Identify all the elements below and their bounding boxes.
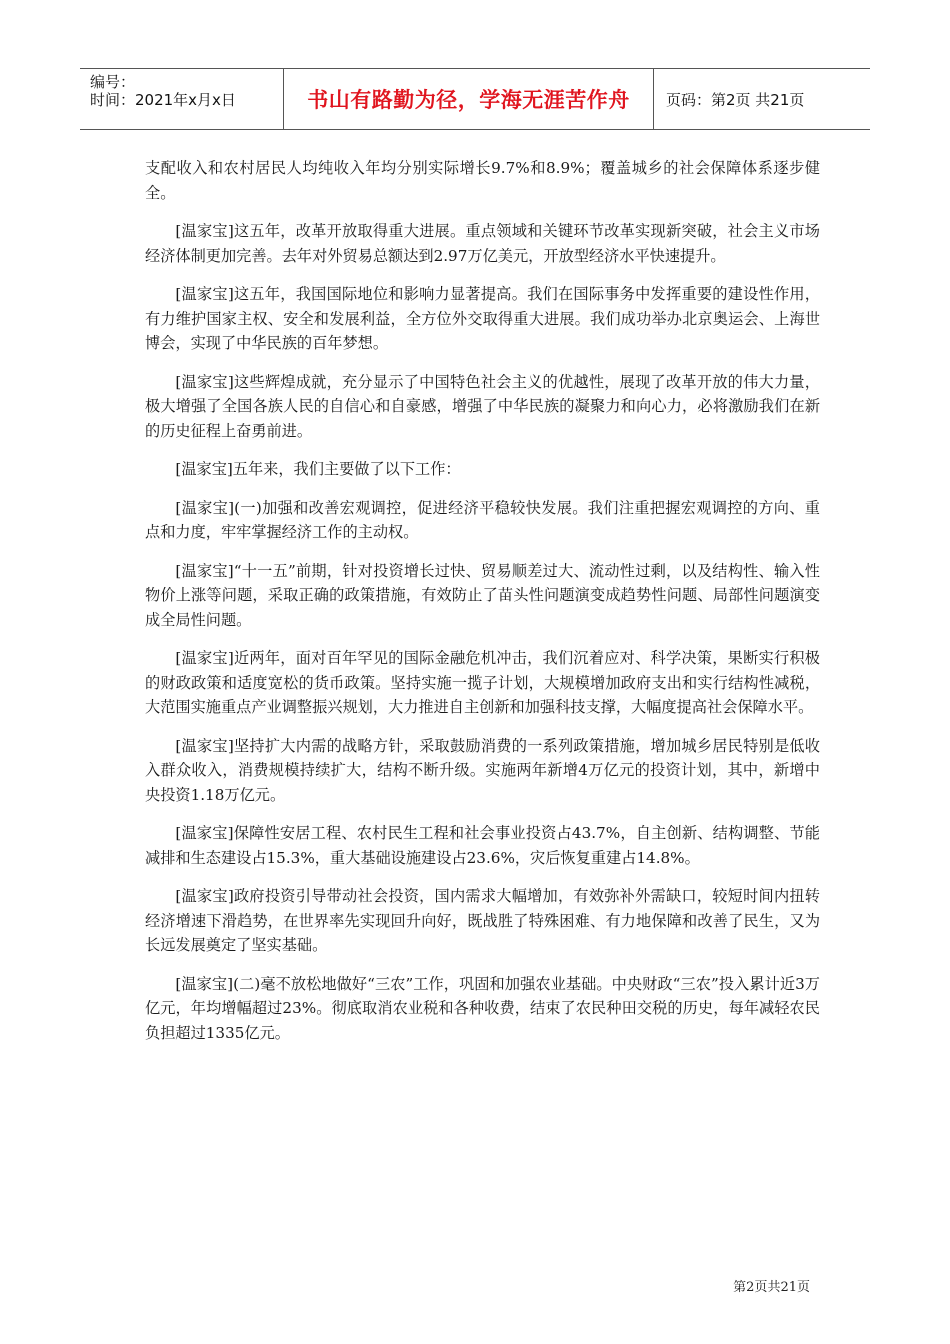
paragraph: [温家宝]保障性安居工程、农村民生工程和社会事业投资占43.7%，自主创新、结构调整、节能减排和生态建设占15.3%，重大基础设施建设占23.6%，灾后恢复重建占14.8%。	[145, 824, 820, 867]
paragraph: [温家宝]坚持扩大内需的战略方针，采取鼓励消费的一系列政策措施，增加城乡居民特别是低收入群众收入，消费规模持续扩大，结构不断升级。实施两年新增4万亿元的投资计划，其中，新增中央投资1.18万亿元。	[145, 736, 820, 804]
header-meta	[80, 69, 283, 129]
paragraph: [温家宝]这五年，改革开放取得重大进展。重点领域和关键环节改革实现新突破，社会主义市场经济体制更加完善。去年对外贸易总额达到2.97万亿美元，开放型经济水平快速提升。	[145, 222, 820, 265]
header-motto: 书山有路勤为径，学海无涯苦作舟	[307, 88, 630, 112]
paragraph: [温家宝]这些辉煌成就，充分显示了中国特色社会主义的优越性，展现了改革开放的伟大力量，极大增强了全国各族人民的自信心和自豪感，增强了中华民族的凝聚力和向心力，必将激励我们在新的历史征程上奋勇前进。	[145, 372, 820, 440]
paragraph: [温家宝]五年来，我们主要做了以下工作：	[175, 460, 461, 478]
paragraph: [温家宝]“十一五”前期，针对投资增长过快、贸易顺差过大、流动性过剩，以及结构性、输入性物价上涨等问题，采取正确的政策措施，有效防止了苗头性问题演变成趋势性问题、局部性问题演变成全局性问题。	[145, 561, 820, 629]
document-body	[145, 156, 820, 1059]
paragraph: [温家宝]这五年，我国国际地位和影响力显著提高。我们在国际事务中发挥重要的建设性作用，有力维护国家主权、安全和发展利益，全方位外交取得重大进展。我们成功举办北京奥运会、上海世博会，实现了中华民族的百年梦想。	[145, 285, 820, 352]
paragraph: [温家宝](二)毫不放松地做好“三农”工作，巩固和加强农业基础。中央财政“三农”投入累计近3万亿元，年均增幅超过23%。彻底取消农业税和各种收费，结束了农民种田交税的历史，每年减轻农民负担超过1335亿元。	[145, 974, 820, 1042]
serial-label: 编号：	[90, 73, 136, 91]
paragraph: [温家宝]政府投资引导带动社会投资，国内需求大幅增加，有效弥补外需缺口，较短时间内扭转经济增速下滑趋势，在世界率先实现回升向好，既战胜了特殊困难、有力地保障和改善了民生，又为长远发展奠定了坚实基础。	[145, 887, 820, 954]
paragraph: [温家宝]近两年，面对百年罕见的国际金融危机冲击，我们沉着应对、科学决策，果断实行积极的财政政策和适度宽松的货币政策。坚持实施一揽子计划，大规模增加政府支出和实行结构性减税，大范围实施重点产业调整振兴规划，大力推进自主创新和加强科技支撑，大幅度提高社会保障水平。	[145, 649, 820, 716]
paragraph: [温家宝](一)加强和改善宏观调控，促进经济平稳较快发展。我们注重把握宏观调控的方向、重点和力度，牢牢掌握经济工作的主动权。	[145, 498, 820, 541]
header-page-info: 页码：第2页 共21页	[666, 90, 805, 109]
paragraph: 支配收入和农村居民人均纯收入年均分别实际增长9.7%和8.9%；覆盖城乡的社会保障体系逐步健全。	[145, 159, 820, 202]
page-footer: 第2页共21页	[733, 1280, 810, 1295]
date-line: 时间：2021年x月x日	[90, 91, 236, 109]
page-header	[80, 68, 870, 130]
